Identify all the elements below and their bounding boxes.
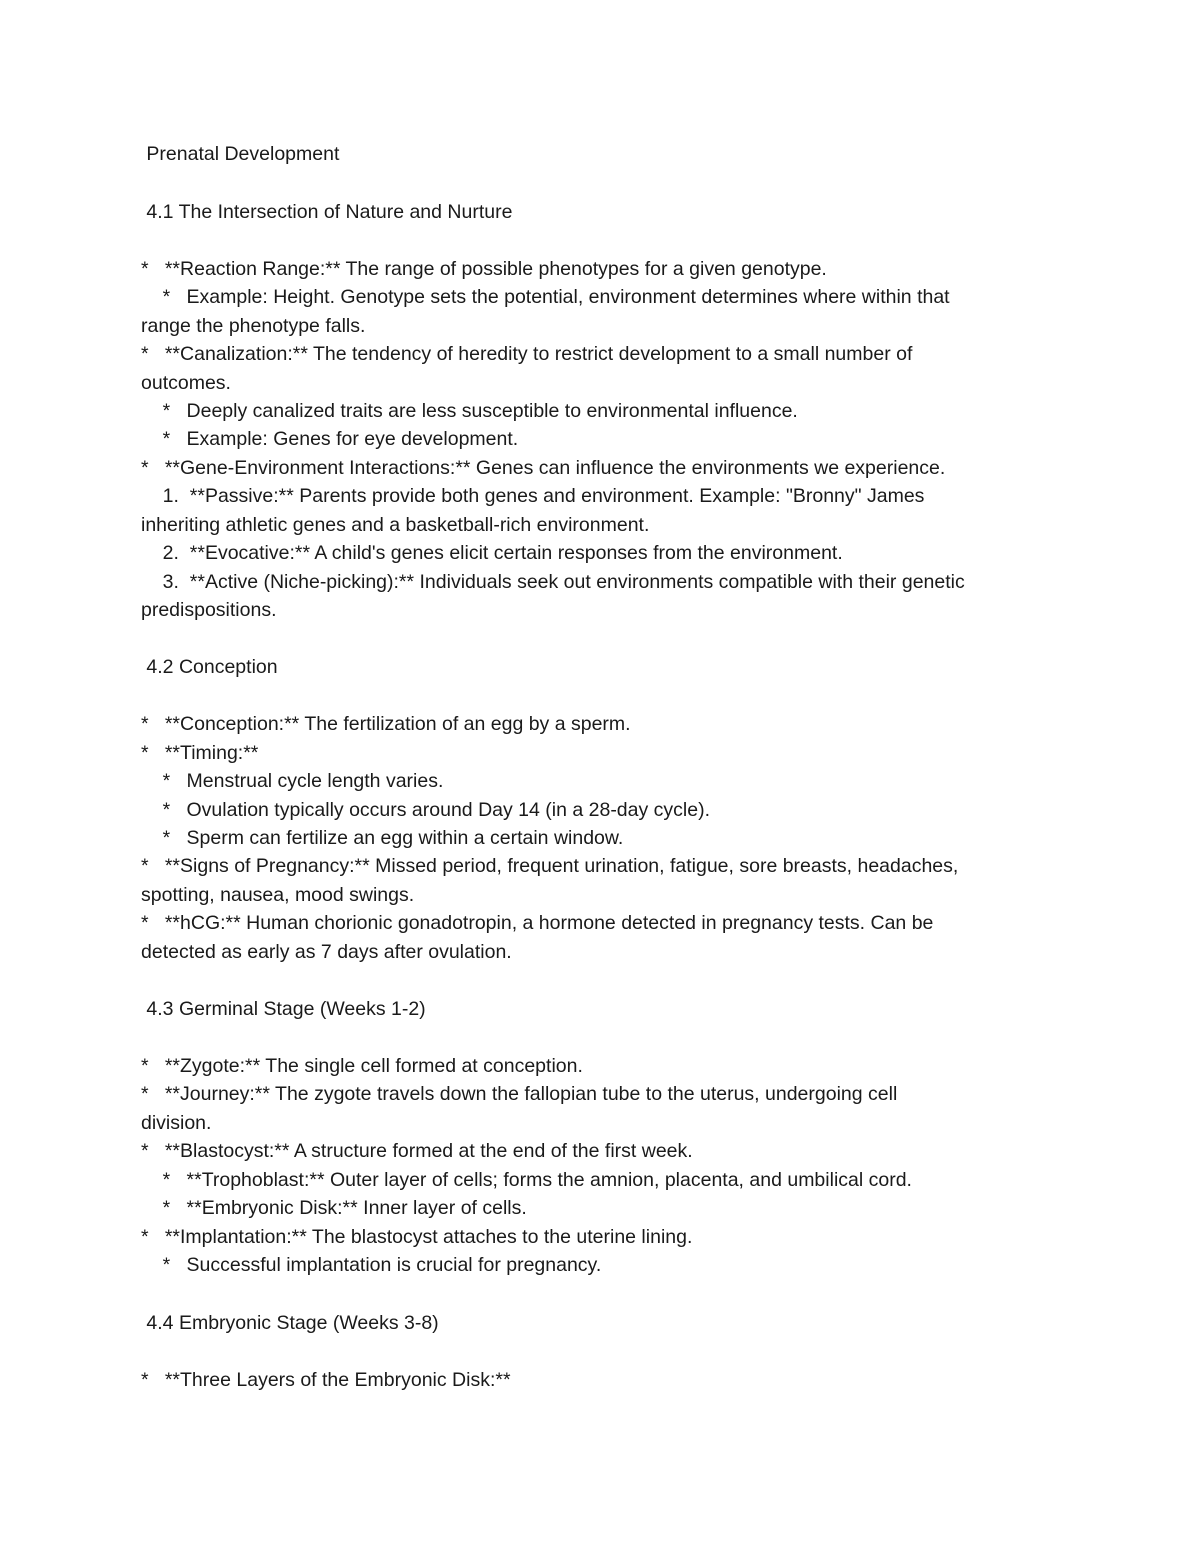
text-line: * **Signs of Pregnancy:** Missed period, frequent urination, fatigue, sore breasts, headaches, [141,855,959,877]
document-title: Prenatal Development [141,143,340,165]
text-line: * **Blastocyst:** A structure formed at the end of the first week. [141,1140,693,1162]
text-line: * **Reaction Range:** The range of possible phenotypes for a given genotype. [141,258,827,280]
text-line: * **Trophoblast:** Outer layer of cells; forms the amnion, placenta, and umbilical cord. [141,1169,912,1191]
text-line: * Example: Genes for eye development. [141,428,519,450]
text-line: * **Timing:** [141,742,259,764]
text-line: 2. **Evocative:** A child's genes elicit certain responses from the environment. [141,542,843,564]
text-line: division. [141,1112,212,1134]
text-line: predispositions. [141,599,277,621]
section-heading: 4.1 The Intersection of Nature and Nurture [141,201,513,223]
text-line: inheriting athletic genes and a basketball-rich environment. [141,514,650,536]
text-line: 3. **Active (Niche-picking):** Individuals seek out environments compatible with their genetic [141,571,965,593]
text-line: * **Canalization:** The tendency of heredity to restrict development to a small number of [141,343,913,365]
text-line: * **Zygote:** The single cell formed at conception. [141,1055,583,1077]
text-line: outcomes. [141,372,231,394]
text-line: * **Gene-Environment Interactions:** Genes can influence the environments we experience. [141,457,946,479]
text-line: * Deeply canalized traits are less susceptible to environmental influence. [141,400,798,422]
text-line: range the phenotype falls. [141,315,366,337]
text-line: * **Three Layers of the Embryonic Disk:** [141,1369,511,1391]
text-line: * Sperm can fertilize an egg within a certain window. [141,827,624,849]
text-line: * Ovulation typically occurs around Day 14 (in a 28-day cycle). [141,799,711,821]
text-line: spotting, nausea, mood swings. [141,884,415,906]
text-line: * **Embryonic Disk:** Inner layer of cells. [141,1197,527,1219]
text-line: * **Journey:** The zygote travels down the fallopian tube to the uterus, undergoing cell [141,1083,898,1105]
section-heading: 4.3 Germinal Stage (Weeks 1-2) [141,998,426,1020]
text-line: * Successful implantation is crucial for pregnancy. [141,1254,602,1276]
text-line: * Example: Height. Genotype sets the potential, environment determines where within that [141,286,950,308]
section-heading: 4.4 Embryonic Stage (Weeks 3-8) [141,1312,439,1334]
text-line: * **Implantation:** The blastocyst attaches to the uterine lining. [141,1226,693,1248]
text-line: detected as early as 7 days after ovulation. [141,941,512,963]
text-line: * **Conception:** The fertilization of an egg by a sperm. [141,713,631,735]
text-line: 1. **Passive:** Parents provide both genes and environment. Example: "Bronny" James [141,485,925,507]
text-line: * **hCG:** Human chorionic gonadotropin, a hormone detected in pregnancy tests. Can be [141,912,934,934]
section-heading: 4.2 Conception [141,656,278,678]
text-line: * Menstrual cycle length varies. [141,770,444,792]
